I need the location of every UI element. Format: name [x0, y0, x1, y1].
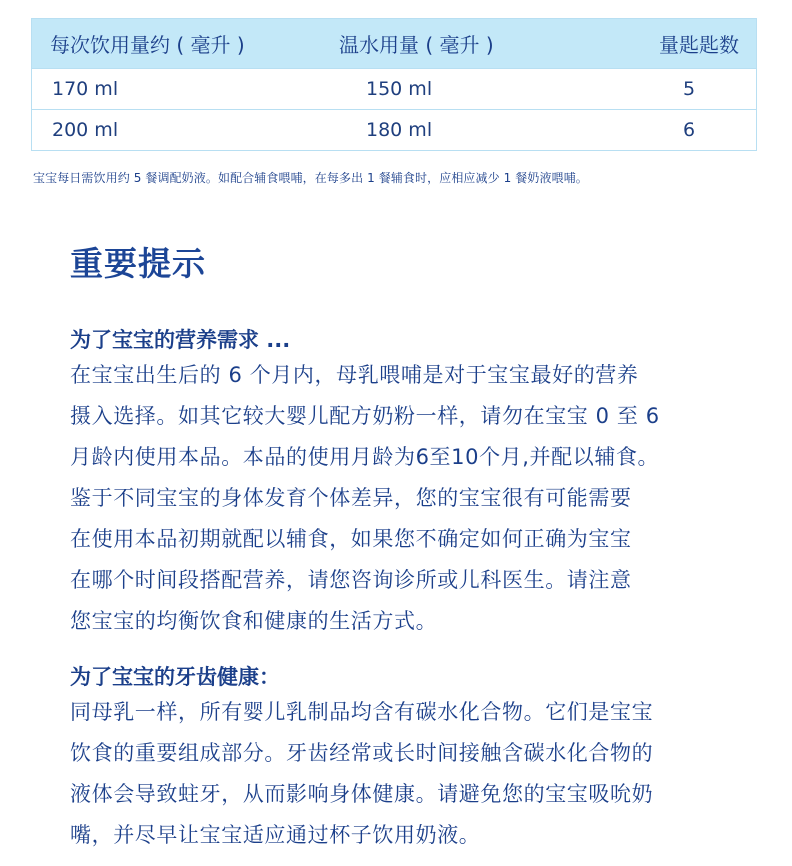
paragraph-line: 在使用本品初期就配以辅食，如果您不确定如何正确为宝宝	[70, 527, 632, 551]
cell-drink-amount: 200 ml	[52, 119, 119, 141]
paragraph-line: 液体会导致蛀牙，从而影响身体健康。请避免您的宝宝吸吮奶	[70, 782, 654, 806]
cell-scoops: 5	[682, 78, 696, 100]
table-row	[32, 109, 756, 150]
header-cell-drink-amount: 每次饮用量约 ( 毫升 )	[50, 33, 245, 57]
header-cell-scoops: 量匙匙数	[659, 33, 739, 57]
page-title: 重要提示	[70, 244, 206, 283]
paragraph-line: 摄入选择。如其它较大婴儿配方奶粉一样，请勿在宝宝 0 至 6	[70, 404, 660, 428]
section-paragraph	[70, 355, 730, 642]
section-heading: 为了宝宝的牙齿健康：	[70, 665, 280, 689]
paragraph-line: 在宝宝出生后的 6 个月内，母乳喂哺是对于宝宝最好的营养	[70, 363, 639, 387]
section-nutrition	[70, 325, 730, 642]
cell-water-amount: 180 ml	[366, 119, 433, 141]
paragraph-line: 您宝宝的均衡饮食和健康的生活方式。	[70, 609, 438, 633]
header-cell-water-amount: 温水用量 ( 毫升 )	[339, 33, 494, 57]
cell-drink-amount: 170 ml	[52, 78, 119, 100]
cell-water-amount: 150 ml	[366, 78, 433, 100]
paragraph-line: 鉴于不同宝宝的身体发育个体差异，您的宝宝很有可能需要	[70, 486, 632, 510]
paragraph-line: 同母乳一样，所有婴儿乳制品均含有碳水化合物。它们是宝宝	[70, 700, 654, 724]
section-heading: 为了宝宝的营养需求 ...	[70, 328, 291, 352]
paragraph-line: 月龄内使用本品。本品的使用月龄为6至10个月,并配以辅食。	[70, 445, 660, 469]
feeding-footnote: 宝宝每日需饮用约 5 餐调配奶液。如配合辅食喂哺，在每多出 1 餐辅食时，应相应减少 1 餐奶液喂哺。	[33, 171, 588, 185]
paragraph-line: 嘴，并尽早让宝宝适应通过杯子饮用奶液。	[70, 823, 481, 847]
paragraph-line: 饮食的重要组成部分。牙齿经常或长时间接触含碳水化合物的	[70, 741, 654, 765]
paragraph-line: 在哪个时间段搭配营养，请您咨询诊所或儿科医生。请注意	[70, 568, 632, 592]
section-paragraph	[70, 692, 730, 856]
section-dental-health	[70, 662, 730, 856]
table-header	[32, 19, 756, 68]
table-row	[32, 68, 756, 109]
feeding-table	[31, 18, 757, 151]
cell-scoops: 6	[682, 119, 696, 141]
